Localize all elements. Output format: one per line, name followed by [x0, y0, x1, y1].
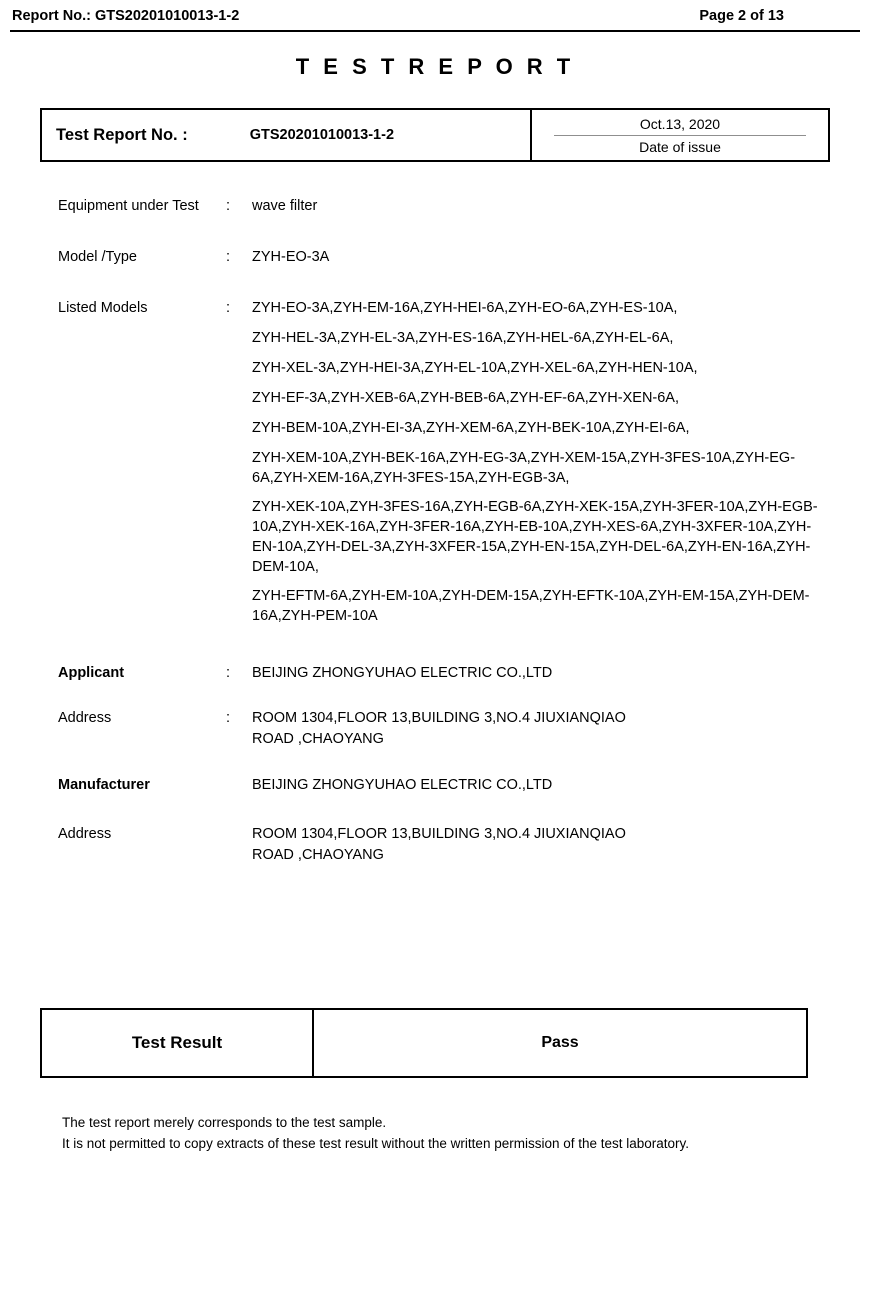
field-row-manufacturer-address	[58, 824, 830, 865]
report-number-label: Test Report No. :	[56, 125, 188, 144]
listed-models-line: ZYH-HEL-3A,ZYH-EL-3A,ZYH-ES-16A,ZYH-HEL-6A,ZYH-EL-6A,	[252, 330, 674, 347]
address-line: ROAD ,CHAOYANG	[252, 730, 384, 747]
applicant-value: BEIJING ZHONGYUHAO ELECTRIC CO.,LTD	[252, 665, 553, 682]
listed-models-label: Listed Models	[58, 300, 148, 317]
manufacturer-label: Manufacturer	[58, 777, 150, 794]
model-label: Model /Type	[58, 249, 137, 266]
address-line: ROOM 1304,FLOOR 13,BUILDING 3,NO.4 JIUXIANQIAO	[252, 826, 626, 843]
applicant-colon: :	[226, 665, 231, 682]
report-number-left-cell	[42, 110, 532, 160]
field-row-manufacturer	[58, 775, 830, 796]
field-list	[0, 196, 870, 865]
footnote	[62, 1113, 832, 1155]
footnote-line-1: The test report merely corresponds to the test sample.	[62, 1115, 387, 1130]
field-row-applicant	[58, 663, 830, 684]
applicant-address-value	[252, 708, 830, 749]
listed-models-line: ZYH-XEL-3A,ZYH-HEI-3A,ZYH-EL-10A,ZYH-XEL-6A,ZYH-HEN-10A,	[252, 360, 698, 377]
page-header	[0, 0, 870, 24]
field-row-listed-models	[58, 298, 830, 635]
manufacturer-value: BEIJING ZHONGYUHAO ELECTRIC CO.,LTD	[252, 777, 553, 794]
applicant-address-label: Address	[58, 710, 112, 727]
field-row-model	[58, 247, 830, 268]
listed-models-colon: :	[226, 300, 231, 317]
eut-label: Equipment under Test	[58, 198, 199, 214]
model-value: ZYH-EO-3A	[252, 249, 330, 266]
issue-date-label: Date of issue	[639, 138, 721, 155]
manufacturer-address-value	[252, 824, 830, 865]
test-result-label: Test Result	[42, 1010, 314, 1076]
manufacturer-address-label: Address	[58, 826, 112, 843]
address-line: ROOM 1304,FLOOR 13,BUILDING 3,NO.4 JIUXIANQIAO	[252, 710, 626, 727]
applicant-label: Applicant	[58, 665, 125, 682]
footnote-line-2: It is not permitted to copy extracts of these test result without the written permission of the test laboratory.	[62, 1135, 690, 1151]
model-colon: :	[226, 249, 231, 266]
header-page-info: Page 2 of 13	[699, 8, 784, 24]
applicant-address-colon: :	[226, 710, 231, 727]
eut-colon: :	[226, 198, 231, 214]
listed-models-line: ZYH-BEM-10A,ZYH-EI-3A,ZYH-XEM-6A,ZYH-BEK-10A,ZYH-EI-6A,	[252, 420, 690, 437]
test-result-value: Pass	[541, 1034, 579, 1051]
issue-date-value: Oct.13, 2020	[639, 115, 721, 132]
report-number-box	[40, 108, 830, 162]
listed-models-line: ZYH-XEM-10A,ZYH-BEK-16A,ZYH-EG-3A,ZYH-XEM-15A,ZYH-3FES-10A,ZYH-EG-6A,ZYH-XEM-16A,ZYH-3FES-15A,ZYH-EGB-3A,	[252, 450, 796, 487]
report-date-cell	[532, 110, 828, 160]
test-result-box	[40, 1008, 808, 1078]
listed-models-value	[252, 298, 830, 635]
listed-models-line: ZYH-XEK-10A,ZYH-3FES-16A,ZYH-EGB-6A,ZYH-XEK-15A,ZYH-3FER-10A,ZYH-EGB-10A,ZYH-XEK-16A,ZYH-3FER-16A,ZYH-EB-10A,ZYH-XES-6A,ZYH-3XFER-10A,ZYH-EN-10A,ZYH-DEL-3A,ZYH-3XFER-15A,ZYH-EN-15A,ZYH-DEL-6A,ZYH-EN-16A,ZYH-DEM-10A,	[252, 499, 818, 576]
report-number-value: GTS20201010013-1-2	[249, 127, 395, 143]
header-divider	[10, 30, 860, 32]
field-row-applicant-address	[58, 708, 830, 749]
address-line: ROAD ,CHAOYANG	[252, 846, 384, 863]
eut-value: wave filter	[252, 198, 318, 214]
listed-models-line: ZYH-EF-3A,ZYH-XEB-6A,ZYH-BEB-6A,ZYH-EF-6A,ZYH-XEN-6A,	[252, 390, 680, 407]
field-row-eut	[58, 196, 830, 217]
listed-models-line: ZYH-EFTM-6A,ZYH-EM-10A,ZYH-DEM-15A,ZYH-EFTK-10A,ZYH-EM-15A,ZYH-DEM-16A,ZYH-PEM-10A	[252, 588, 810, 625]
page-title: T E S T R E P O R T	[295, 54, 575, 79]
listed-models-line: ZYH-EO-3A,ZYH-EM-16A,ZYH-HEI-6A,ZYH-EO-6A,ZYH-ES-10A,	[252, 300, 678, 317]
header-report-no: Report No.: GTS20201010013-1-2	[12, 8, 240, 24]
